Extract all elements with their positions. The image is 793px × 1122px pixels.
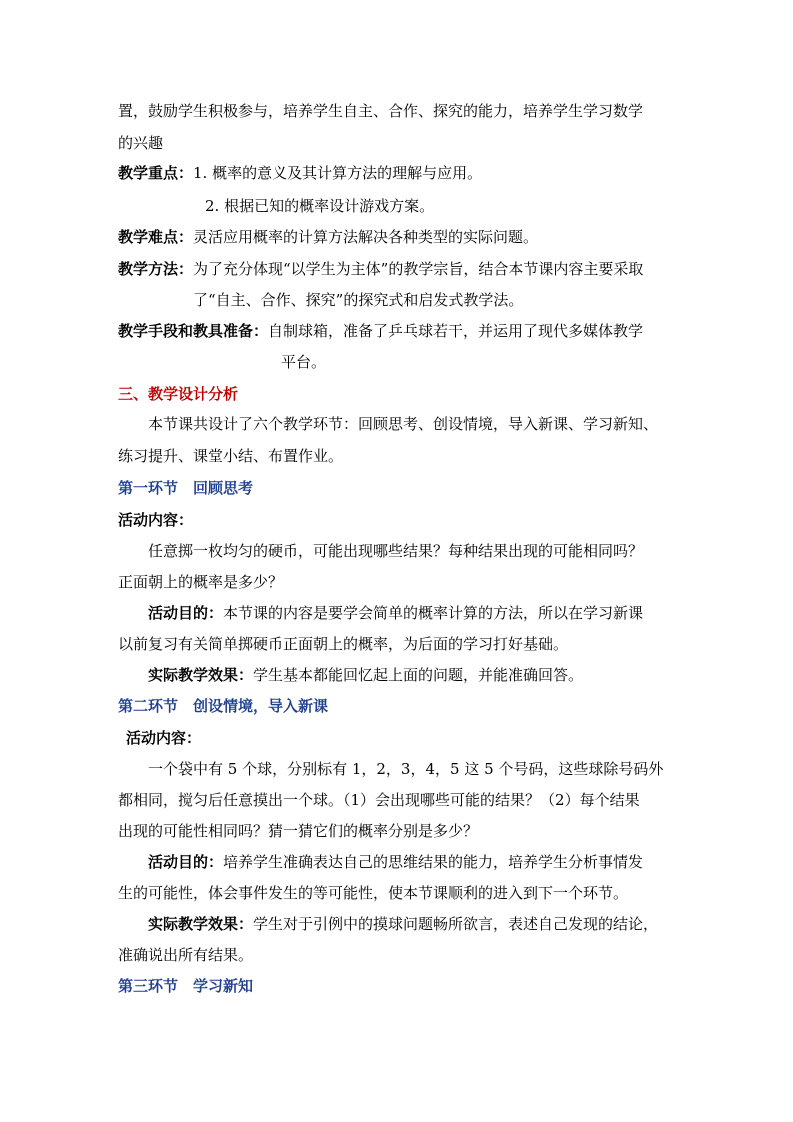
teaching-method-label: 教学方法： <box>118 260 194 278</box>
stage-1-purpose <box>148 603 643 623</box>
stage-2-purpose-line-2: 生的可能性，体会事件发生的等可能性，使本节课顺利的进入到下一个环节。 <box>118 884 629 902</box>
stage-1-effect-label: 实际教学效果： <box>148 666 254 684</box>
stage-2-effect-label: 实际教学效果： <box>148 915 254 933</box>
stage-2-effect-line-2: 准确说出所有结果。 <box>118 946 254 964</box>
teaching-focus-item-2: 2. 根据已知的概率设计游戏方案。 <box>205 197 435 215</box>
stage-1-purpose-line-1: 本节课的内容是要学会简单的概率计算的方法，所以在学习新课 <box>223 604 644 622</box>
teaching-focus <box>118 163 482 183</box>
stage-1-effect-text: 学生基本都能回忆起上面的问题，并能准确回答。 <box>253 666 584 684</box>
stage-2-effect-line-1: 学生对于引例中的摸球问题畅所欲言，表述自己发现的结论， <box>253 915 659 933</box>
stage-2-purpose-line-1: 培养学生准确表达自己的思维结果的能力，培养学生分析事情发 <box>223 853 644 871</box>
teaching-tools-label: 教学手段和教具准备： <box>118 322 269 340</box>
stage-1-heading: 第一环节 回顾思考 <box>118 479 254 497</box>
teaching-tools <box>118 321 643 341</box>
stage-2-content-label: 活动内容： <box>126 729 202 747</box>
teaching-tools-line-2: 平台。 <box>281 353 327 371</box>
stage-1-content-line-1: 任意掷一枚均匀的硬币，可能出现哪些结果？每种结果出现的可能相同吗？ <box>148 542 644 560</box>
intro-line-1: 置，鼓励学生积极参与，培养学生自主、合作、探究的能力，培养学生学习数学 <box>118 102 644 120</box>
stage-2-purpose <box>148 852 643 872</box>
section-3-heading: 三、教学设计分析 <box>118 385 239 403</box>
stage-1-effect <box>148 665 583 685</box>
intro-line-2: 的兴趣 <box>118 134 164 152</box>
stage-2-content-line-2: 都相同，搅匀后任意摸出一个球。（1）会出现哪些可能的结果？（2）每个结果 <box>118 791 640 809</box>
section-3-line-2: 练习提升、课堂小结、布置作业。 <box>118 447 344 465</box>
stage-2-effect <box>148 914 658 934</box>
stage-1-purpose-line-2: 以前复习有关简单掷硬币正面朝上的概率，为后面的学习打好基础。 <box>118 635 569 653</box>
teaching-focus-item-1: 1. 概率的意义及其计算方法的理解与应用。 <box>193 164 483 182</box>
stage-1-content-line-2: 正面朝上的概率是多少？ <box>118 573 284 591</box>
stage-2-heading: 第二环节 创设情境，导入新课 <box>118 697 329 715</box>
teaching-difficulty-label: 教学难点： <box>118 228 194 246</box>
teaching-difficulty-text: 灵活应用概率的计算方法解决各种类型的实际问题。 <box>193 228 539 246</box>
teaching-difficulty <box>118 227 538 247</box>
stage-2-content-line-3: 出现的可能性相同吗？猜一猜它们的概率分别是多少？ <box>118 822 479 840</box>
teaching-tools-line-1: 自制球箱，准备了乒乓球若干，并运用了现代多媒体教学 <box>268 322 644 340</box>
stage-3-heading: 第三环节 学习新知 <box>118 977 254 995</box>
teaching-method <box>118 259 643 279</box>
stage-1-purpose-label: 活动目的： <box>148 604 224 622</box>
teaching-focus-label: 教学重点： <box>118 164 194 182</box>
teaching-method-line-1: 为了充分体现“以学生为主体”的教学宗旨，结合本节课内容主要采取 <box>193 260 644 278</box>
section-3-line-1: 本节课共设计了六个教学环节：回顾思考、创设情境，导入新课、学习新知、 <box>148 415 659 433</box>
stage-2-content-line-1: 一个袋中有 5 个球，分别标有 1，2，3，4，5 这 5 个号码，这些球除号码外 <box>148 760 664 778</box>
stage-2-purpose-label: 活动目的： <box>148 853 224 871</box>
teaching-method-line-2: 了“自主、合作、探究”的探究式和启发式教学法。 <box>193 291 524 309</box>
stage-1-content-label: 活动内容： <box>118 511 194 529</box>
